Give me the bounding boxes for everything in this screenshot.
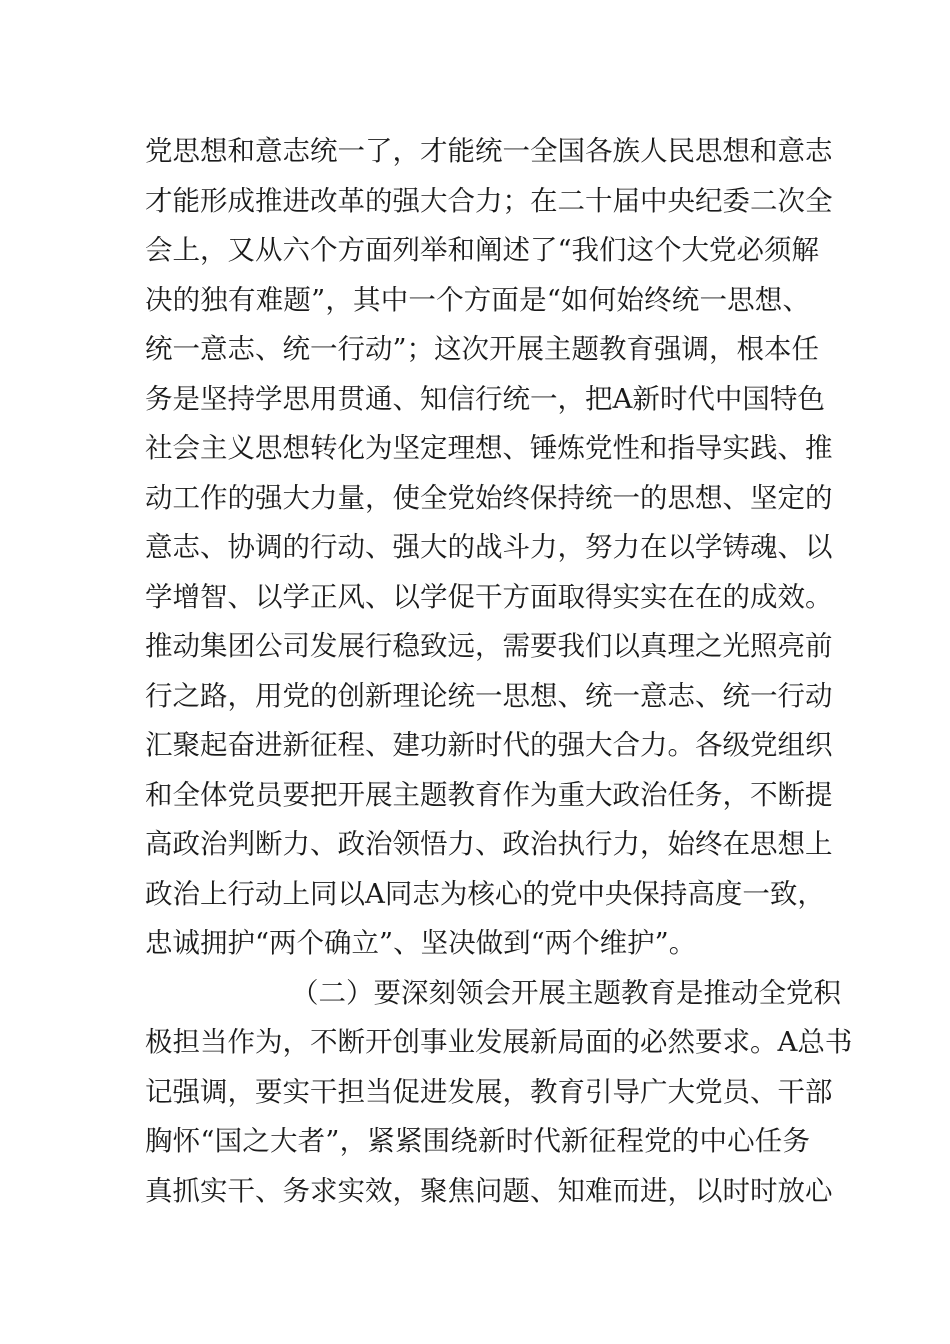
text-line: 社会主义思想转化为坚定理想、锤炼党性和指导实践、推 (145, 432, 833, 464)
text-line: 会上，又从六个方面列举和阐述了“我们这个大党必须解 (145, 234, 820, 266)
text-line: 和全体党员要把开展主题教育作为重大政治任务，不断提 (145, 778, 833, 811)
text-line: 决的独有难题”，其中一个方面是“如何始终统一思想、 (145, 283, 810, 316)
text-line: 务是坚持学思用贯通、知信行统一，把A新时代中国特色 (145, 382, 825, 415)
text-line: 汇聚起奋进新征程、建功新时代的强大合力。各级党组织 (145, 729, 833, 761)
text-line: 推动集团公司发展行稳致远，需要我们以真理之光照亮前 (145, 630, 833, 662)
text-line: 记强调，要实干担当促进发展，教育引导广大党员、干部 (145, 1075, 833, 1108)
text-line: 胸怀“国之大者”，紧紧围绕新时代新征程党的中心任务 (145, 1125, 810, 1157)
text-line: 才能形成推进改革的强大合力；在二十届中央纪委二次全 (145, 184, 833, 217)
text-line: 真抓实干、务求实效，聚焦问题、知难而进，以时时放心 (145, 1174, 833, 1207)
section-heading-line: （二）要深刻领会开展主题教育是推动全党积 (291, 976, 841, 1009)
text-line: 意志、协调的行动、强大的战斗力，努力在以学铸魂、以 (145, 531, 833, 563)
text-line: 动工作的强大力量，使全党始终保持统一的思想、坚定的 (145, 481, 833, 514)
text-line: 统一意志、统一行动”；这次开展主题教育强调，根本任 (145, 333, 820, 365)
text-line: 政治上行动上同以A同志为核心的党中央保持高度一致， (145, 877, 825, 910)
text-line: 高政治判断力、政治领悟力、政治执行力，始终在思想上 (145, 828, 833, 860)
text-line: 学增智、以学正风、以学促干方面取得实实在在的成效。 (145, 580, 833, 613)
document-body (145, 127, 853, 1216)
text-line: 党思想和意志统一了，才能统一全国各族人民思想和意志 (145, 135, 833, 167)
text-line: 极担当作为，不断开创事业发展新局面的必然要求。A总书 (145, 1026, 853, 1058)
text-line: 行之路，用党的创新理论统一思想、统一意志、统一行动 (145, 679, 833, 712)
paragraph-last-line: 忠诚拥护“两个确立”、坚决做到“两个维护”。 (145, 927, 697, 959)
